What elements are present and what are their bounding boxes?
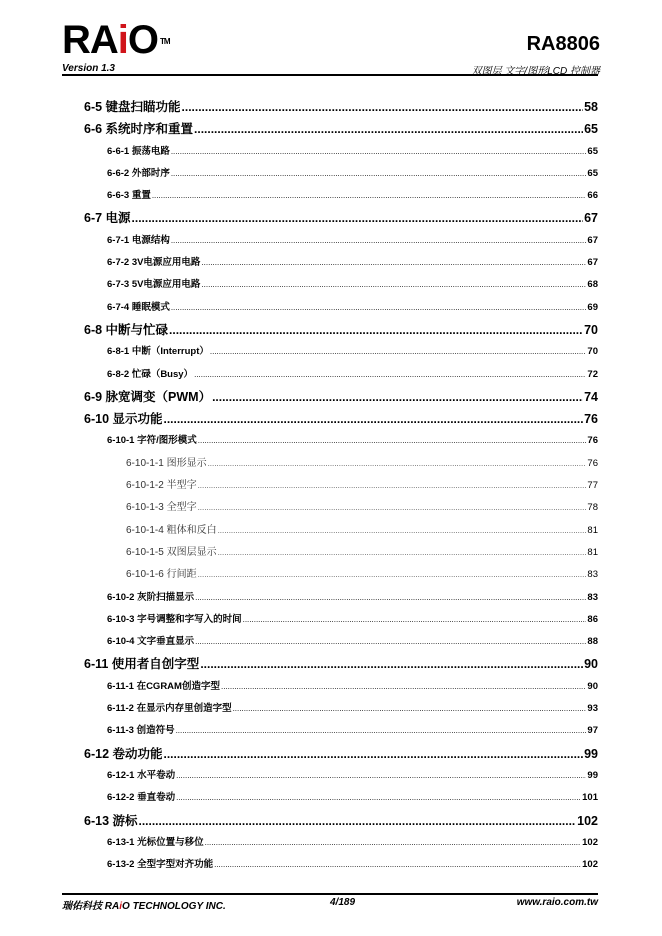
toc-leader-dots: [164, 743, 584, 765]
toc-entry[interactable]: [84, 497, 598, 519]
page-header: [62, 18, 600, 76]
toc-entry-page: 78: [587, 502, 598, 514]
toc-entry[interactable]: [84, 252, 598, 274]
toc-entry[interactable]: [84, 475, 598, 497]
company-name-o: O: [122, 901, 130, 912]
toc-entry[interactable]: [84, 631, 598, 653]
toc-entry[interactable]: [84, 676, 598, 698]
toc-leader-dots: [195, 631, 586, 653]
toc-entry-label: 6-8-2 忙碌（Busy）: [107, 368, 194, 380]
toc-entry[interactable]: [84, 453, 598, 475]
toc-entry[interactable]: [84, 765, 598, 787]
toc-entry-page: 66: [587, 190, 598, 202]
toc-leader-dots: [198, 497, 587, 519]
toc-entry[interactable]: [84, 787, 598, 809]
toc-leader-dots: [169, 319, 583, 341]
toc-leader-dots: [194, 364, 586, 386]
toc-entry-page: 101: [582, 792, 598, 804]
toc-entry-page: 74: [584, 389, 598, 404]
toc-entry[interactable]: [84, 854, 598, 876]
toc-entry-page: 67: [587, 257, 598, 269]
toc-entry-page: 76: [584, 412, 598, 427]
toc-leader-dots: [198, 475, 587, 497]
toc-entry-label: 6-11-1 在CGRAM创造字型: [107, 680, 220, 692]
toc-entry-label: 6-13-2 全型字型对齐功能: [107, 859, 214, 871]
toc-entry-label: 6-11-2 在显示内存里创造字型: [107, 703, 232, 715]
toc-leader-dots: [205, 832, 582, 854]
toc-leader-dots: [218, 520, 587, 542]
toc-leader-dots: [221, 676, 586, 698]
toc-entry[interactable]: [84, 430, 598, 452]
toc-entry[interactable]: [84, 653, 598, 675]
toc-entry[interactable]: [84, 587, 598, 609]
toc-leader-dots: [171, 141, 587, 163]
toc-entry-page: 70: [584, 322, 598, 337]
toc-entry[interactable]: [84, 141, 598, 163]
company-name-i: i: [119, 901, 123, 912]
trademark-mark: TM: [160, 37, 170, 46]
toc-entry-label: 6-11-3 创造符号: [107, 725, 175, 737]
toc-entry-page: 97: [587, 725, 598, 737]
toc-entry-page: 65: [584, 122, 598, 137]
toc-leader-dots: [176, 720, 587, 742]
toc-entry-label: 6-10-1-3 全型字: [126, 502, 197, 514]
toc-entry-label: 6-6-3 重置: [107, 190, 151, 202]
toc-entry-label: 6-10-1-1 图形显示: [126, 457, 207, 469]
company-name-rest: TECHNOLOGY INC.: [129, 901, 226, 912]
toc-entry-label: 6-7-1 电源结构: [107, 234, 170, 246]
toc-entry[interactable]: [84, 542, 598, 564]
toc-entry[interactable]: [84, 386, 598, 408]
toc-leader-dots: [171, 163, 587, 185]
toc-entry-label: 6-12-2 垂直卷动: [107, 792, 176, 804]
toc-entry-page: 93: [587, 703, 598, 715]
toc-entry-label: 6-11 使用者自创字型: [84, 657, 200, 672]
toc-entry-page: 81: [587, 546, 598, 558]
model-title: RA8806: [526, 33, 600, 55]
toc-entry-page: 81: [587, 524, 598, 536]
toc-entry[interactable]: [84, 698, 598, 720]
toc-entry-label: 6-7-2 3V电源应用电路: [107, 257, 201, 269]
toc-entry-label: 6-10-1 字符/图形模式: [107, 435, 197, 447]
toc-entry-label: 6-10-2 灰阶扫描显示: [107, 591, 195, 603]
toc-leader-dots: [233, 698, 587, 720]
toc-entry-label: 6-13-1 光标位置与移位: [107, 836, 204, 848]
toc-entry-label: 6-12 卷动功能: [84, 746, 163, 761]
toc-entry-page: 83: [587, 569, 598, 581]
toc-entry-label: 6-13 游标: [84, 813, 138, 828]
toc-entry-page: 58: [584, 100, 598, 114]
toc-entry-label: 6-5 键盘扫瞄功能: [84, 100, 181, 114]
toc-leader-dots: [198, 430, 587, 452]
toc-leader-dots: [243, 609, 587, 631]
toc-leader-dots: [171, 230, 587, 252]
toc-leader-dots: [198, 564, 587, 586]
toc-entry-page: 65: [587, 145, 598, 157]
toc-leader-dots: [201, 252, 586, 274]
toc-entry-label: 6-10-1-2 半型字: [126, 480, 197, 492]
header-divider: [62, 74, 598, 76]
toc-entry-label: 6-8 中断与忙碌: [84, 322, 169, 337]
toc-entry[interactable]: [84, 118, 598, 140]
toc-entry-page: 83: [587, 591, 598, 603]
company-name-ra: RA: [104, 901, 120, 912]
toc-leader-dots: [212, 386, 583, 408]
toc-entry-page: 72: [587, 368, 598, 380]
toc-leader-dots: [182, 96, 584, 118]
logo-letter-i: i: [117, 18, 128, 62]
toc-leader-dots: [195, 587, 586, 609]
toc-entry-page: 68: [587, 279, 598, 291]
toc-leader-dots: [201, 274, 586, 296]
toc-entry-label: 6-10-4 文字垂直显示: [107, 636, 195, 648]
toc-entry-label: 6-7-3 5V电源应用电路: [107, 279, 201, 291]
toc-entry[interactable]: [84, 207, 598, 229]
toc-entry[interactable]: [84, 810, 598, 832]
toc-entry-page: 90: [584, 657, 598, 672]
toc-entry-label: 6-6-2 外部时序: [107, 167, 170, 179]
toc-entry[interactable]: [84, 720, 598, 742]
toc-entry-page: 65: [587, 167, 598, 179]
company-name: [62, 897, 226, 912]
toc-leader-dots: [218, 542, 587, 564]
logo-letter-r: R: [62, 18, 90, 62]
toc-entry-page: 90: [587, 680, 598, 692]
website-url: www.raio.com.tw: [516, 897, 598, 908]
toc-entry-label: 6-10-1-5 双图层显示: [126, 546, 217, 558]
toc-leader-dots: [139, 810, 577, 832]
toc-entry-page: 67: [584, 211, 598, 226]
toc-entry-page: 102: [582, 836, 598, 848]
toc-entry[interactable]: [84, 185, 598, 207]
toc-leader-dots: [176, 787, 581, 809]
toc-entry-label: 6-9 脉宽调变（PWM）: [84, 389, 212, 404]
toc-leader-dots: [132, 207, 584, 229]
toc-entry-page: 76: [587, 435, 598, 447]
toc-leader-dots: [171, 297, 587, 319]
toc-entry-page: 102: [582, 859, 598, 871]
toc-entry[interactable]: [84, 408, 598, 430]
toc-entry-label: 6-6-1 振荡电路: [107, 145, 170, 157]
logo-letter-o: O: [127, 18, 159, 62]
toc-entry[interactable]: [84, 609, 598, 631]
toc-entry-page: 88: [587, 636, 598, 648]
raio-logo: [62, 20, 170, 60]
toc-entry[interactable]: [84, 520, 598, 542]
toc-entry-page: 70: [587, 346, 598, 358]
toc-entry[interactable]: [84, 341, 598, 363]
logo-letter-a: A: [89, 18, 118, 62]
toc-entry-page: 99: [584, 746, 598, 761]
toc-entry[interactable]: [84, 274, 598, 296]
toc-entry[interactable]: [84, 163, 598, 185]
toc-entry[interactable]: [84, 319, 598, 341]
toc-entry-label: 6-7-4 睡眠模式: [107, 301, 170, 313]
toc-entry-page: 67: [587, 234, 598, 246]
toc-leader-dots: [214, 854, 581, 876]
toc-entry-label: 6-12-1 水平卷动: [107, 769, 176, 781]
toc-entry[interactable]: [84, 832, 598, 854]
toc-entry[interactable]: [84, 743, 598, 765]
page-number: 4/189: [330, 897, 356, 908]
toc-entry-page: 77: [587, 480, 598, 492]
toc-entry[interactable]: [84, 96, 598, 118]
footer-divider: [62, 893, 598, 895]
toc-entry[interactable]: [84, 564, 598, 586]
toc-entry-page: 69: [587, 301, 598, 313]
toc-leader-dots: [152, 185, 587, 207]
toc-leader-dots: [164, 408, 584, 430]
toc-leader-dots: [210, 341, 587, 363]
page-footer: [62, 897, 598, 911]
toc-entry-label: 6-10-1-4 粗体和反白: [126, 524, 217, 536]
toc-entry-page: 86: [587, 613, 598, 625]
toc-entry-page: 99: [587, 769, 598, 781]
toc-entry[interactable]: [84, 230, 598, 252]
toc-leader-dots: [194, 118, 583, 140]
toc-entry-page: 76: [587, 457, 598, 469]
version-label: Version 1.3: [62, 63, 115, 74]
toc-entry-page: 102: [577, 813, 598, 828]
toc-entry-label: 6-6 系统时序和重置: [84, 122, 194, 137]
toc-entry-label: 6-10 显示功能: [84, 412, 163, 427]
toc-entry[interactable]: [84, 297, 598, 319]
toc-entry-label: 6-8-1 中断（Interrupt）: [107, 346, 209, 358]
product-subtitle: 双图层 文字/图形LCD 控制器: [471, 66, 600, 77]
company-name-cn: 瑞佑科技: [62, 901, 105, 912]
toc-entry-label: 6-10-3 字号调整和字写入的时间: [107, 613, 242, 625]
toc-leader-dots: [208, 453, 587, 475]
toc-entry[interactable]: [84, 364, 598, 386]
toc-entry-label: 6-7 电源: [84, 211, 131, 226]
table-of-contents: [84, 96, 598, 876]
toc-leader-dots: [200, 653, 583, 675]
toc-leader-dots: [176, 765, 586, 787]
toc-entry-label: 6-10-1-6 行间距: [126, 569, 197, 581]
